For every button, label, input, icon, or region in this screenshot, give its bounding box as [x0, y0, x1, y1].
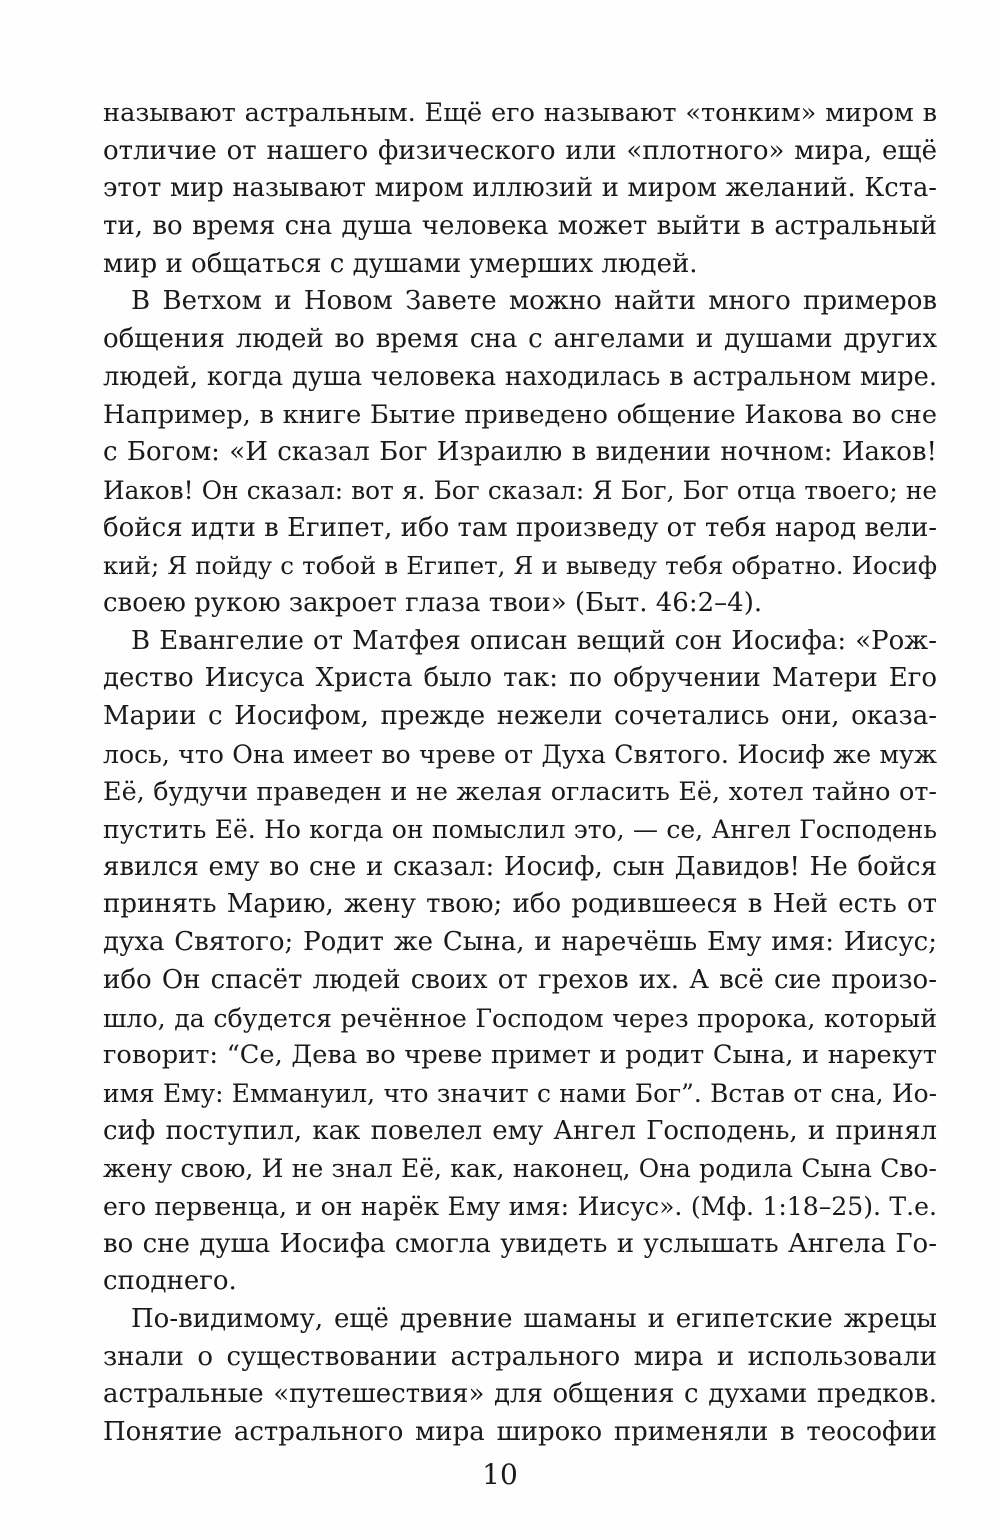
text-line: Например, в книге Бытие приведено общение Иакова во сне — [103, 399, 937, 430]
text-line: своею рукою закроет глаза твои» (Быт. 46:2–4). — [103, 587, 763, 618]
text-line: Иаков! Он сказал: вот я. Бог сказал: Я Бог, Бог отца твоего; не — [103, 475, 937, 505]
body-text — [103, 95, 937, 1452]
text-line: шло, да сбудется речённое Господом через пророка, который — [103, 1003, 937, 1033]
text-line: во сне душа Иосифа смогла увидеть и услышать Ангела Го- — [103, 1228, 937, 1259]
text-line: с Богом: «И сказал Бог Израилю в видении ночном: Иаков! — [103, 437, 937, 468]
text-line: Марии с Иосифом, прежде нежели сочетались они, оказа- — [103, 701, 937, 731]
text-line: отличие от нашего физического или «плотного» мира, ещё — [103, 135, 937, 166]
text-line: кий; Я пойду с тобой в Египет, Я и выведу тебя обратно. Иосиф — [103, 551, 937, 581]
text-line: называют астральным. Ещё его называют «тонким» миром в — [103, 98, 937, 128]
text-line: ти, во время сна душа человека может выйти в астральный — [103, 211, 937, 242]
text-line: бойся идти в Египет, ибо там произведу от тебя народ вели- — [103, 512, 938, 543]
text-line: жену свою, И не знал Её, как, наконец, Она родила Сына Сво- — [103, 1154, 937, 1184]
page-number: 10 — [482, 1458, 518, 1491]
text-line: явился ему во сне и сказал: Иосиф, сын Давидов! Не бойся — [103, 851, 937, 882]
text-line: имя Ему: Еммануил, что значит с нами Бог”. Встав от сна, Ио- — [103, 1078, 937, 1108]
text-line: сиф поступил, как повелел ему Ангел Господень, и принял — [103, 1115, 937, 1146]
text-line: лось, что Она имеет во чреве от Духа Святого. Иосиф же муж — [103, 739, 937, 769]
text-line: этот мир называют миром иллюзий и миром желаний. Кста- — [103, 173, 937, 204]
text-line: астральные «путешествия» для общения с духами предков. — [103, 1379, 937, 1410]
text-line: мир и общаться с душами умерших людей. — [103, 248, 698, 279]
text-line: споднего. — [103, 1266, 237, 1297]
text-line: ибо Он спасёт людей своих от грехов их. А всё сие произо- — [103, 964, 937, 995]
text-line: принять Марию, жену твою; ибо родившееся в Ней есть от — [103, 889, 937, 920]
text-line: людей, когда душа человека находилась в астральном мире. — [103, 361, 937, 392]
text-line: В Евангелие от Матфея описан вещий сон Иосифа: «Рож- — [131, 625, 937, 656]
text-line: В Ветхом и Новом Завете можно найти много примеров — [131, 286, 937, 317]
text-line: По-видимому, ещё древние шаманы и египетские жрецы — [131, 1304, 937, 1334]
text-line: общения людей во время сна с ангелами и душами других — [103, 324, 937, 355]
text-line: пустить Её. Но когда он помыслил это, — се, Ангел Господень — [103, 815, 937, 845]
text-line: Понятие астрального мира широко применяли в теософии — [103, 1417, 937, 1448]
text-line: его первенца, и он нарёк Ему имя: Иисус». (Мф. 1:18–25). Т.е. — [103, 1191, 937, 1221]
text-line: духа Святого; Родит же Сына, и наречёшь Ему имя: Иисус; — [103, 927, 937, 958]
text-line: говорит: “Се, Дева во чреве примет и родит Сына, и нарекут — [103, 1040, 937, 1071]
text-line: знали о существовании астрального мира и использовали — [103, 1341, 937, 1372]
text-line: Её, будучи праведен и не желая огласить Её, хотел тайно от- — [103, 776, 937, 807]
text-line: дество Иисуса Христа было так: по обручении Матери Его — [103, 663, 937, 694]
